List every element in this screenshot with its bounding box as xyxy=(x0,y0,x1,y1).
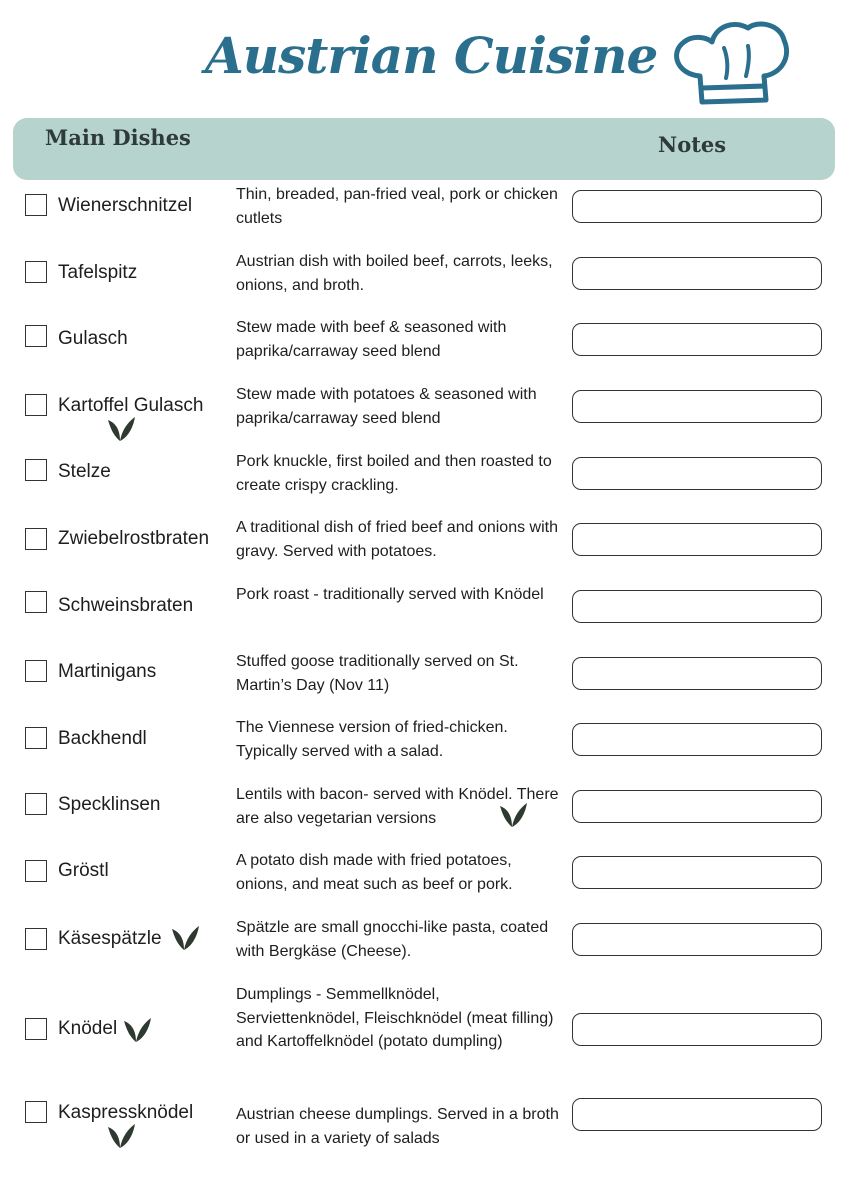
dish-checkbox[interactable] xyxy=(25,459,47,481)
notes-field[interactable] xyxy=(572,390,822,423)
leaf-icon xyxy=(498,800,528,830)
dish-description: Stew made with beef & seasoned with paprika/carraway seed blend xyxy=(236,319,507,360)
leaf-icon xyxy=(122,1015,152,1045)
dish-checkbox[interactable] xyxy=(25,325,47,347)
dish-name: Backhendl xyxy=(58,728,147,749)
dish-name: Schweinsbraten xyxy=(58,595,194,616)
dish-checkbox[interactable] xyxy=(25,727,47,749)
leaf-icon xyxy=(170,923,200,953)
dish-name: Gröstl xyxy=(58,860,109,881)
notes-field[interactable] xyxy=(572,323,822,356)
dish-name: Kaspressknödel xyxy=(58,1102,194,1123)
notes-field[interactable] xyxy=(572,723,822,756)
dish-name: Specklinsen xyxy=(58,794,161,815)
notes-field[interactable] xyxy=(572,590,822,623)
dish-description: Austrian cheese dumplings. Served in a broth or used in a variety of salads xyxy=(236,1106,559,1147)
dish-description: A traditional dish of fried beef and onions with gravy. Served with potatoes. xyxy=(236,519,558,560)
dish-checkbox[interactable] xyxy=(25,660,47,682)
dish-name: Zwiebelrostbraten xyxy=(58,528,210,549)
notes-field[interactable] xyxy=(572,923,822,956)
dish-description: The Viennese version of fried-chicken. Typically served with a salad. xyxy=(236,719,508,760)
dish-checkbox[interactable] xyxy=(25,591,47,613)
notes-field[interactable] xyxy=(572,457,822,490)
dish-checkbox[interactable] xyxy=(25,194,47,216)
notes-heading: Notes xyxy=(658,132,727,157)
main-dishes-heading: Main Dishes xyxy=(45,125,191,150)
notes-field[interactable] xyxy=(572,523,822,556)
dish-checkbox[interactable] xyxy=(25,793,47,815)
dish-description: Austrian dish with boiled beef, carrots, leeks, onions, and broth. xyxy=(236,253,553,294)
leaf-icon xyxy=(106,414,136,444)
dish-name: Wienerschnitzel xyxy=(58,195,193,216)
dish-checkbox[interactable] xyxy=(25,928,47,950)
dish-description: Stew made with potatoes & seasoned with paprika/carraway seed blend xyxy=(236,386,537,427)
dish-name: Tafelspitz xyxy=(58,262,138,283)
chef-hat-icon xyxy=(668,18,794,110)
dish-checkbox[interactable] xyxy=(25,528,47,550)
dish-name: Gulasch xyxy=(58,328,128,349)
page-title: Austrian Cuisine xyxy=(205,26,658,85)
dish-name: Stelze xyxy=(58,461,111,482)
dish-name: Käsespätzle xyxy=(58,928,162,949)
dish-description: Pork knuckle, first boiled and then roasted to create crispy crackling. xyxy=(236,453,552,494)
notes-field[interactable] xyxy=(572,1013,822,1046)
dish-description: A potato dish made with fried potatoes, onions, and meat such as beef or pork. xyxy=(236,852,513,893)
leaf-icon xyxy=(106,1121,136,1151)
dish-checkbox[interactable] xyxy=(25,1101,47,1123)
dish-name: Kartoffel Gulasch xyxy=(58,395,204,416)
dish-description: Thin, breaded, pan-fried veal, pork or chicken cutlets xyxy=(236,186,558,227)
dish-description: Stuffed goose traditionally served on St. Martin’s Day (Nov 11) xyxy=(236,653,519,694)
dish-description: Pork roast - traditionally served with Knödel xyxy=(236,586,544,603)
dish-name: Knödel xyxy=(58,1018,118,1039)
notes-field[interactable] xyxy=(572,856,822,889)
dish-checkbox[interactable] xyxy=(25,1018,47,1040)
dish-description: Spätzle are small gnocchi-like pasta, coated with Bergkäse (Cheese). xyxy=(236,919,549,960)
dish-checkbox[interactable] xyxy=(25,394,47,416)
notes-field[interactable] xyxy=(572,1098,822,1131)
dish-checkbox[interactable] xyxy=(25,860,47,882)
notes-field[interactable] xyxy=(572,257,822,290)
dish-description: Dumplings - Semmellknödel, Serviettenknödel, Fleischknödel (meat filling) and Kartoffelknödel (potato dumpling) xyxy=(236,986,554,1050)
dish-checkbox[interactable] xyxy=(25,261,47,283)
notes-field[interactable] xyxy=(572,790,822,823)
notes-field[interactable] xyxy=(572,657,822,690)
dish-name: Martinigans xyxy=(58,661,157,682)
notes-field[interactable] xyxy=(572,190,822,223)
dish-description: Lentils with bacon- served with Knödel. There are also vegetarian versions xyxy=(236,786,559,827)
